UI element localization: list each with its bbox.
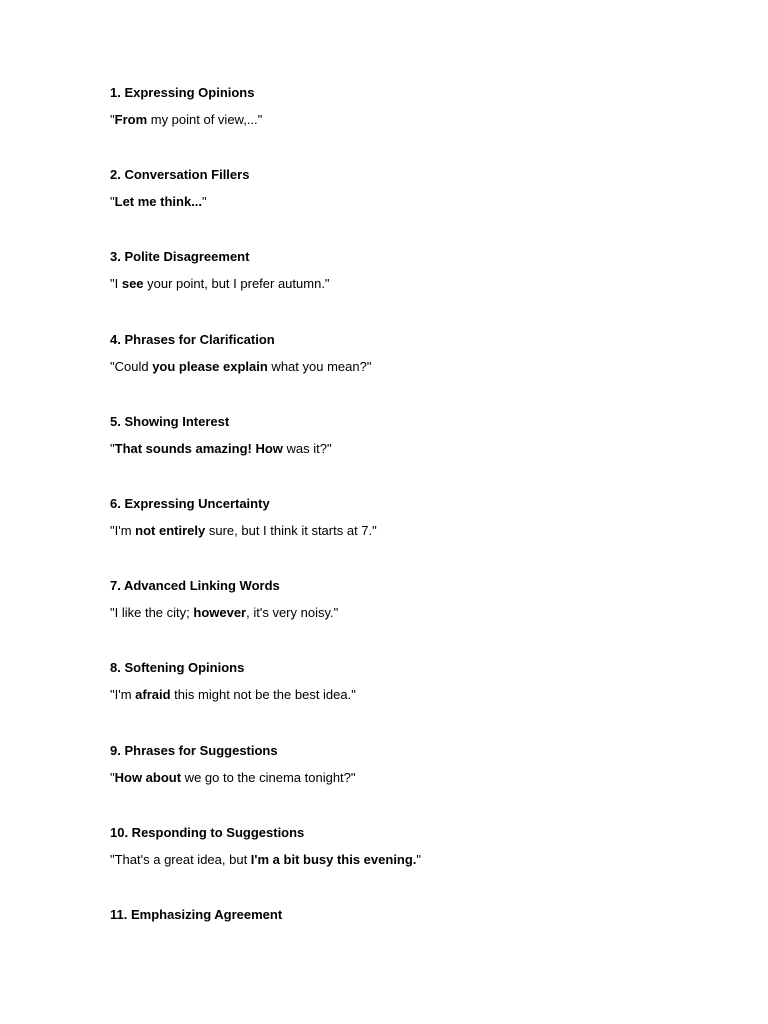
example-text: " (202, 194, 207, 210)
section-heading: 8. Softening Opinions (110, 660, 245, 676)
example-sentence (110, 440, 710, 458)
example-sentence (110, 358, 710, 376)
example-text: "I'm (110, 522, 136, 538)
section-heading: 10. Responding to Suggestions (110, 824, 305, 840)
example-key-phrase: you please explain (152, 358, 268, 374)
example-text: "I like the city; (110, 605, 194, 621)
section-heading: 11. Emphasizing Agreement (110, 906, 283, 922)
example-text: your point, but I prefer autumn." (143, 276, 330, 292)
section-heading: 5. Showing Interest (110, 413, 230, 429)
example-sentence (110, 275, 710, 293)
example-sentence (110, 522, 710, 540)
example-key-phrase: I'm a bit busy this evening. (250, 851, 417, 867)
section-heading: 4. Phrases for Clarification (110, 331, 275, 347)
example-text: my point of view,..." (147, 112, 263, 127)
example-sentence (110, 686, 710, 704)
example-key-phrase: That sounds amazing! How (114, 440, 283, 456)
example-key-phrase: Let me think... (114, 194, 203, 210)
example-text: " (110, 194, 115, 210)
example-sentence (110, 604, 710, 622)
example-text: we go to the cinema tonight?" (181, 769, 356, 785)
example-text: , it's very noisy." (246, 605, 339, 621)
phrase-section (110, 906, 710, 988)
example-text: "I (110, 276, 122, 292)
example-sentence (110, 769, 710, 787)
example-key-phrase: see (121, 276, 144, 292)
example-key-phrase: afraid (135, 687, 171, 703)
section-heading: 7. Advanced Linking Words (110, 578, 280, 594)
example-text: sure, but I think it starts at 7." (205, 522, 377, 538)
phrase-section (110, 577, 710, 659)
phrase-section (110, 166, 710, 248)
phrase-section (110, 413, 710, 495)
phrase-section (110, 824, 710, 906)
section-heading: 6. Expressing Uncertainty (110, 495, 270, 511)
section-heading: 3. Polite Disagreement (110, 249, 250, 265)
phrase-section (110, 84, 710, 166)
section-heading: 1. Expressing Opinions (110, 85, 255, 100)
example-text: " (416, 851, 422, 867)
example-text: this might not be the best idea." (170, 687, 356, 703)
example-text: was it?" (282, 440, 332, 456)
phrase-sections (110, 84, 710, 988)
section-heading: 2. Conversation Fillers (110, 167, 250, 183)
example-key-phrase: not entirely (135, 522, 206, 538)
example-text: "Could (110, 358, 153, 374)
example-key-phrase: How about (114, 769, 182, 785)
example-sentence (110, 111, 710, 129)
phrase-section (110, 248, 710, 330)
section-heading: 9. Phrases for Suggestions (110, 742, 278, 758)
example-text: "That's a great idea, but (110, 851, 251, 867)
example-text: what you mean?" (267, 358, 372, 374)
phrase-section (110, 659, 710, 741)
example-text: " (110, 769, 115, 785)
example-text: "I'm (110, 687, 136, 703)
example-sentence (110, 193, 710, 211)
phrase-section (110, 331, 710, 413)
example-sentence (110, 851, 710, 869)
example-key-phrase: From (114, 112, 148, 127)
example-key-phrase: however (193, 605, 247, 621)
phrase-section (110, 495, 710, 577)
phrase-section (110, 742, 710, 824)
example-text: " (110, 440, 115, 456)
example-text: " (110, 112, 115, 127)
